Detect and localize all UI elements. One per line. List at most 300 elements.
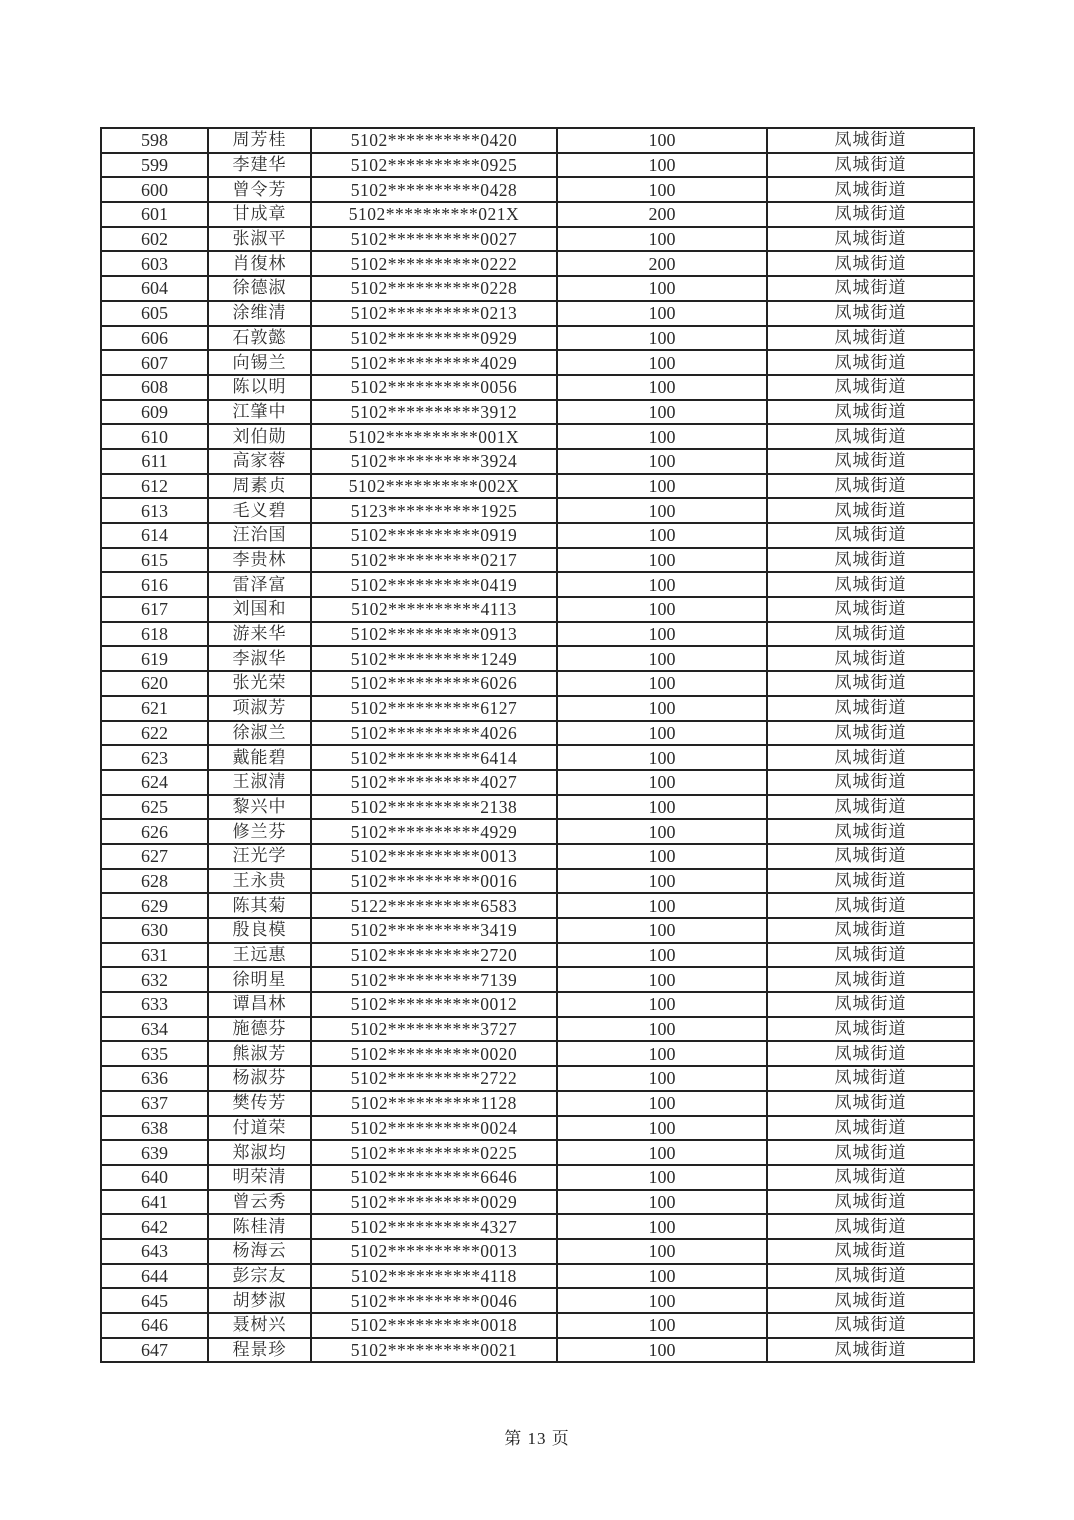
cell-person-name: 胡梦淑: [208, 1288, 311, 1313]
cell-id-number: 5102**********3924: [311, 449, 557, 474]
cell-id-number: 5102**********001X: [311, 424, 557, 449]
cell-person-name: 王远惠: [208, 943, 311, 968]
cell-person-name: 汪治国: [208, 523, 311, 548]
cell-row-number: 647: [101, 1338, 208, 1363]
table-row: [101, 1041, 974, 1066]
cell-id-number: 5102**********7139: [311, 967, 557, 992]
cell-street: 凤城街道: [767, 177, 974, 202]
table-row: [101, 918, 974, 943]
cell-person-name: 陈其菊: [208, 893, 311, 918]
cell-row-number: 645: [101, 1288, 208, 1313]
table-row: [101, 943, 974, 968]
cell-amount: 100: [557, 646, 767, 671]
cell-row-number: 603: [101, 251, 208, 276]
cell-person-name: 明荣清: [208, 1165, 311, 1190]
cell-street: 凤城街道: [767, 696, 974, 721]
cell-person-name: 聂树兴: [208, 1313, 311, 1338]
cell-person-name: 徐明星: [208, 967, 311, 992]
cell-person-name: 张淑平: [208, 227, 311, 252]
beneficiary-table-body: [101, 128, 974, 1362]
table-row: [101, 869, 974, 894]
cell-person-name: 李建华: [208, 153, 311, 178]
cell-person-name: 曾令芳: [208, 177, 311, 202]
cell-person-name: 周芳桂: [208, 128, 311, 153]
cell-person-name: 江肇中: [208, 400, 311, 425]
table-row: [101, 498, 974, 523]
cell-street: 凤城街道: [767, 1338, 974, 1363]
cell-person-name: 李贵林: [208, 548, 311, 573]
cell-amount: 100: [557, 326, 767, 351]
cell-id-number: 5102**********6646: [311, 1165, 557, 1190]
cell-person-name: 杨淑芬: [208, 1066, 311, 1091]
cell-person-name: 刘伯勋: [208, 424, 311, 449]
cell-street: 凤城街道: [767, 301, 974, 326]
cell-amount: 100: [557, 992, 767, 1017]
cell-id-number: 5102**********3727: [311, 1017, 557, 1042]
cell-amount: 100: [557, 1041, 767, 1066]
cell-amount: 100: [557, 1190, 767, 1215]
table-row: [101, 177, 974, 202]
cell-amount: 100: [557, 449, 767, 474]
cell-amount: 100: [557, 1066, 767, 1091]
cell-person-name: 肖復林: [208, 251, 311, 276]
cell-row-number: 599: [101, 153, 208, 178]
cell-street: 凤城街道: [767, 1091, 974, 1116]
cell-id-number: 5102**********2720: [311, 943, 557, 968]
cell-amount: 100: [557, 1264, 767, 1289]
cell-row-number: 633: [101, 992, 208, 1017]
cell-amount: 100: [557, 474, 767, 499]
cell-person-name: 徐淑兰: [208, 721, 311, 746]
cell-person-name: 樊传芳: [208, 1091, 311, 1116]
cell-amount: 200: [557, 202, 767, 227]
table-row: [101, 202, 974, 227]
cell-street: 凤城街道: [767, 918, 974, 943]
cell-row-number: 642: [101, 1214, 208, 1239]
cell-row-number: 604: [101, 276, 208, 301]
cell-street: 凤城街道: [767, 646, 974, 671]
cell-person-name: 周素贞: [208, 474, 311, 499]
cell-row-number: 616: [101, 572, 208, 597]
cell-id-number: 5102**********0228: [311, 276, 557, 301]
cell-id-number: 5102**********0056: [311, 375, 557, 400]
cell-street: 凤城街道: [767, 276, 974, 301]
cell-person-name: 甘成章: [208, 202, 311, 227]
table-row: [101, 597, 974, 622]
cell-id-number: 5102**********0420: [311, 128, 557, 153]
cell-id-number: 5102**********0018: [311, 1313, 557, 1338]
cell-person-name: 熊淑芳: [208, 1041, 311, 1066]
cell-row-number: 625: [101, 795, 208, 820]
cell-amount: 100: [557, 424, 767, 449]
cell-id-number: 5102**********002X: [311, 474, 557, 499]
cell-street: 凤城街道: [767, 671, 974, 696]
cell-amount: 100: [557, 1116, 767, 1141]
cell-street: 凤城街道: [767, 967, 974, 992]
cell-row-number: 627: [101, 844, 208, 869]
cell-row-number: 612: [101, 474, 208, 499]
cell-person-name: 彭宗友: [208, 1264, 311, 1289]
cell-id-number: 5102**********0020: [311, 1041, 557, 1066]
cell-row-number: 635: [101, 1041, 208, 1066]
cell-street: 凤城街道: [767, 350, 974, 375]
cell-person-name: 刘国和: [208, 597, 311, 622]
cell-street: 凤城街道: [767, 1140, 974, 1165]
cell-id-number: 5102**********1249: [311, 646, 557, 671]
cell-id-number: 5102**********0213: [311, 301, 557, 326]
cell-row-number: 639: [101, 1140, 208, 1165]
cell-street: 凤城街道: [767, 1313, 974, 1338]
cell-street: 凤城街道: [767, 1041, 974, 1066]
cell-street: 凤城街道: [767, 992, 974, 1017]
cell-street: 凤城街道: [767, 326, 974, 351]
table-row: [101, 1116, 974, 1141]
cell-id-number: 5123**********1925: [311, 498, 557, 523]
cell-street: 凤城街道: [767, 251, 974, 276]
cell-id-number: 5102**********3912: [311, 400, 557, 425]
cell-person-name: 修兰芬: [208, 819, 311, 844]
table-row: [101, 350, 974, 375]
cell-amount: 100: [557, 1239, 767, 1264]
cell-street: 凤城街道: [767, 1190, 974, 1215]
cell-row-number: 637: [101, 1091, 208, 1116]
table-row: [101, 1264, 974, 1289]
cell-id-number: 5102**********4026: [311, 721, 557, 746]
cell-id-number: 5102**********0013: [311, 844, 557, 869]
cell-row-number: 629: [101, 893, 208, 918]
cell-person-name: 张光荣: [208, 671, 311, 696]
cell-id-number: 5102**********3419: [311, 918, 557, 943]
table-row: [101, 548, 974, 573]
cell-id-number: 5102**********4113: [311, 597, 557, 622]
cell-row-number: 609: [101, 400, 208, 425]
cell-amount: 100: [557, 918, 767, 943]
table-row: [101, 424, 974, 449]
cell-id-number: 5122**********6583: [311, 893, 557, 918]
cell-person-name: 项淑芳: [208, 696, 311, 721]
cell-street: 凤城街道: [767, 128, 974, 153]
table-row: [101, 1091, 974, 1116]
cell-id-number: 5102**********0013: [311, 1239, 557, 1264]
cell-person-name: 施德芬: [208, 1017, 311, 1042]
cell-amount: 100: [557, 721, 767, 746]
table-row: [101, 967, 974, 992]
cell-id-number: 5102**********0046: [311, 1288, 557, 1313]
table-row: [101, 819, 974, 844]
table-row: [101, 1066, 974, 1091]
cell-amount: 100: [557, 795, 767, 820]
cell-row-number: 638: [101, 1116, 208, 1141]
cell-amount: 100: [557, 276, 767, 301]
cell-amount: 100: [557, 1165, 767, 1190]
cell-amount: 100: [557, 400, 767, 425]
cell-row-number: 644: [101, 1264, 208, 1289]
cell-amount: 100: [557, 869, 767, 894]
cell-id-number: 5102**********0016: [311, 869, 557, 894]
cell-row-number: 628: [101, 869, 208, 894]
cell-row-number: 620: [101, 671, 208, 696]
cell-person-name: 李淑华: [208, 646, 311, 671]
table-row: [101, 745, 974, 770]
table-row: [101, 449, 974, 474]
cell-id-number: 5102**********0029: [311, 1190, 557, 1215]
cell-row-number: 634: [101, 1017, 208, 1042]
cell-id-number: 5102**********021X: [311, 202, 557, 227]
cell-id-number: 5102**********4029: [311, 350, 557, 375]
cell-row-number: 614: [101, 523, 208, 548]
cell-id-number: 5102**********0919: [311, 523, 557, 548]
cell-id-number: 5102**********6026: [311, 671, 557, 696]
beneficiary-table: [100, 127, 975, 1363]
cell-row-number: 602: [101, 227, 208, 252]
cell-person-name: 王淑清: [208, 770, 311, 795]
table-row: [101, 128, 974, 153]
table-row: [101, 523, 974, 548]
cell-person-name: 向锡兰: [208, 350, 311, 375]
table-row: [101, 153, 974, 178]
cell-row-number: 618: [101, 622, 208, 647]
table-row: [101, 375, 974, 400]
cell-person-name: 陈以明: [208, 375, 311, 400]
cell-row-number: 605: [101, 301, 208, 326]
cell-id-number: 5102**********0217: [311, 548, 557, 573]
cell-id-number: 5102**********0021: [311, 1338, 557, 1363]
cell-amount: 100: [557, 597, 767, 622]
table-row: [101, 301, 974, 326]
cell-amount: 100: [557, 1140, 767, 1165]
cell-id-number: 5102**********0929: [311, 326, 557, 351]
table-row: [101, 227, 974, 252]
cell-street: 凤城街道: [767, 943, 974, 968]
cell-amount: 100: [557, 1091, 767, 1116]
table-row: [101, 770, 974, 795]
cell-street: 凤城街道: [767, 523, 974, 548]
table-row: [101, 572, 974, 597]
cell-row-number: 619: [101, 646, 208, 671]
cell-street: 凤城街道: [767, 844, 974, 869]
cell-street: 凤城街道: [767, 202, 974, 227]
cell-id-number: 5102**********0925: [311, 153, 557, 178]
cell-person-name: 陈桂清: [208, 1214, 311, 1239]
cell-row-number: 631: [101, 943, 208, 968]
cell-row-number: 606: [101, 326, 208, 351]
cell-amount: 100: [557, 696, 767, 721]
cell-amount: 100: [557, 572, 767, 597]
table-row: [101, 1190, 974, 1215]
cell-amount: 100: [557, 967, 767, 992]
cell-row-number: 640: [101, 1165, 208, 1190]
table-row: [101, 276, 974, 301]
cell-street: 凤城街道: [767, 622, 974, 647]
cell-id-number: 5102**********0428: [311, 177, 557, 202]
table-row: [101, 1165, 974, 1190]
cell-street: 凤城街道: [767, 153, 974, 178]
cell-row-number: 621: [101, 696, 208, 721]
cell-amount: 100: [557, 375, 767, 400]
cell-row-number: 630: [101, 918, 208, 943]
cell-street: 凤城街道: [767, 819, 974, 844]
cell-id-number: 5102**********0225: [311, 1140, 557, 1165]
cell-id-number: 5102**********1128: [311, 1091, 557, 1116]
cell-street: 凤城街道: [767, 449, 974, 474]
cell-id-number: 5102**********4929: [311, 819, 557, 844]
cell-amount: 100: [557, 153, 767, 178]
cell-street: 凤城街道: [767, 424, 974, 449]
table-row: [101, 474, 974, 499]
cell-id-number: 5102**********0012: [311, 992, 557, 1017]
table-row: [101, 326, 974, 351]
cell-street: 凤城街道: [767, 572, 974, 597]
cell-street: 凤城街道: [767, 498, 974, 523]
cell-amount: 100: [557, 350, 767, 375]
table-row: [101, 721, 974, 746]
cell-person-name: 杨海云: [208, 1239, 311, 1264]
cell-amount: 100: [557, 301, 767, 326]
cell-street: 凤城街道: [767, 770, 974, 795]
cell-person-name: 游来华: [208, 622, 311, 647]
cell-row-number: 608: [101, 375, 208, 400]
cell-amount: 100: [557, 128, 767, 153]
cell-person-name: 王永贵: [208, 869, 311, 894]
cell-amount: 100: [557, 1214, 767, 1239]
cell-amount: 100: [557, 548, 767, 573]
cell-street: 凤城街道: [767, 795, 974, 820]
cell-row-number: 607: [101, 350, 208, 375]
cell-person-name: 殷良模: [208, 918, 311, 943]
cell-row-number: 641: [101, 1190, 208, 1215]
cell-amount: 100: [557, 498, 767, 523]
cell-id-number: 5102**********0222: [311, 251, 557, 276]
cell-row-number: 613: [101, 498, 208, 523]
cell-street: 凤城街道: [767, 227, 974, 252]
cell-amount: 100: [557, 671, 767, 696]
cell-street: 凤城街道: [767, 597, 974, 622]
cell-row-number: 610: [101, 424, 208, 449]
cell-person-name: 谭昌林: [208, 992, 311, 1017]
cell-row-number: 623: [101, 745, 208, 770]
cell-person-name: 汪光学: [208, 844, 311, 869]
cell-street: 凤城街道: [767, 375, 974, 400]
cell-amount: 100: [557, 770, 767, 795]
table-row: [101, 671, 974, 696]
cell-id-number: 5102**********4027: [311, 770, 557, 795]
table-row: [101, 251, 974, 276]
cell-row-number: 636: [101, 1066, 208, 1091]
cell-street: 凤城街道: [767, 1017, 974, 1042]
cell-row-number: 632: [101, 967, 208, 992]
cell-street: 凤城街道: [767, 1116, 974, 1141]
cell-id-number: 5102**********0913: [311, 622, 557, 647]
cell-person-name: 黎兴中: [208, 795, 311, 820]
cell-row-number: 615: [101, 548, 208, 573]
cell-row-number: 600: [101, 177, 208, 202]
cell-row-number: 622: [101, 721, 208, 746]
cell-id-number: 5102**********6127: [311, 696, 557, 721]
cell-amount: 100: [557, 745, 767, 770]
cell-amount: 100: [557, 819, 767, 844]
table-row: [101, 646, 974, 671]
cell-person-name: 高家蓉: [208, 449, 311, 474]
cell-amount: 100: [557, 177, 767, 202]
cell-amount: 100: [557, 1313, 767, 1338]
cell-person-name: 徐德淑: [208, 276, 311, 301]
cell-amount: 100: [557, 1017, 767, 1042]
cell-amount: 200: [557, 251, 767, 276]
cell-row-number: 601: [101, 202, 208, 227]
cell-street: 凤城街道: [767, 721, 974, 746]
cell-person-name: 毛义碧: [208, 498, 311, 523]
cell-street: 凤城街道: [767, 548, 974, 573]
cell-street: 凤城街道: [767, 869, 974, 894]
cell-id-number: 5102**********4327: [311, 1214, 557, 1239]
cell-row-number: 626: [101, 819, 208, 844]
table-row: [101, 400, 974, 425]
cell-row-number: 643: [101, 1239, 208, 1264]
cell-street: 凤城街道: [767, 1214, 974, 1239]
cell-person-name: 曾云秀: [208, 1190, 311, 1215]
cell-person-name: 涂维清: [208, 301, 311, 326]
table-row: [101, 1313, 974, 1338]
cell-id-number: 5102**********0027: [311, 227, 557, 252]
cell-amount: 100: [557, 893, 767, 918]
cell-street: 凤城街道: [767, 1066, 974, 1091]
page-number: 第 13 页: [504, 1429, 570, 1448]
cell-person-name: 郑淑均: [208, 1140, 311, 1165]
cell-id-number: 5102**********0024: [311, 1116, 557, 1141]
cell-street: 凤城街道: [767, 400, 974, 425]
cell-id-number: 5102**********2138: [311, 795, 557, 820]
cell-amount: 100: [557, 1338, 767, 1363]
cell-person-name: 雷泽富: [208, 572, 311, 597]
cell-street: 凤城街道: [767, 893, 974, 918]
cell-row-number: 646: [101, 1313, 208, 1338]
cell-street: 凤城街道: [767, 474, 974, 499]
table-row: [101, 893, 974, 918]
cell-row-number: 624: [101, 770, 208, 795]
table-row: [101, 844, 974, 869]
cell-row-number: 617: [101, 597, 208, 622]
table-row: [101, 696, 974, 721]
cell-amount: 100: [557, 1288, 767, 1313]
table-row: [101, 1017, 974, 1042]
cell-amount: 100: [557, 943, 767, 968]
cell-person-name: 程景珍: [208, 1338, 311, 1363]
table-row: [101, 1288, 974, 1313]
cell-person-name: 付道荣: [208, 1116, 311, 1141]
cell-amount: 100: [557, 523, 767, 548]
cell-amount: 100: [557, 844, 767, 869]
table-row: [101, 1338, 974, 1363]
cell-street: 凤城街道: [767, 1288, 974, 1313]
cell-id-number: 5102**********6414: [311, 745, 557, 770]
cell-amount: 100: [557, 227, 767, 252]
cell-street: 凤城街道: [767, 1264, 974, 1289]
cell-id-number: 5102**********4118: [311, 1264, 557, 1289]
cell-amount: 100: [557, 622, 767, 647]
cell-street: 凤城街道: [767, 1239, 974, 1264]
cell-id-number: 5102**********0419: [311, 572, 557, 597]
table-row: [101, 1239, 974, 1264]
table-row: [101, 795, 974, 820]
cell-person-name: 石敦懿: [208, 326, 311, 351]
cell-street: 凤城街道: [767, 1165, 974, 1190]
table-row: [101, 1214, 974, 1239]
table-row: [101, 992, 974, 1017]
table-row: [101, 1140, 974, 1165]
cell-id-number: 5102**********2722: [311, 1066, 557, 1091]
table-row: [101, 622, 974, 647]
cell-row-number: 611: [101, 449, 208, 474]
